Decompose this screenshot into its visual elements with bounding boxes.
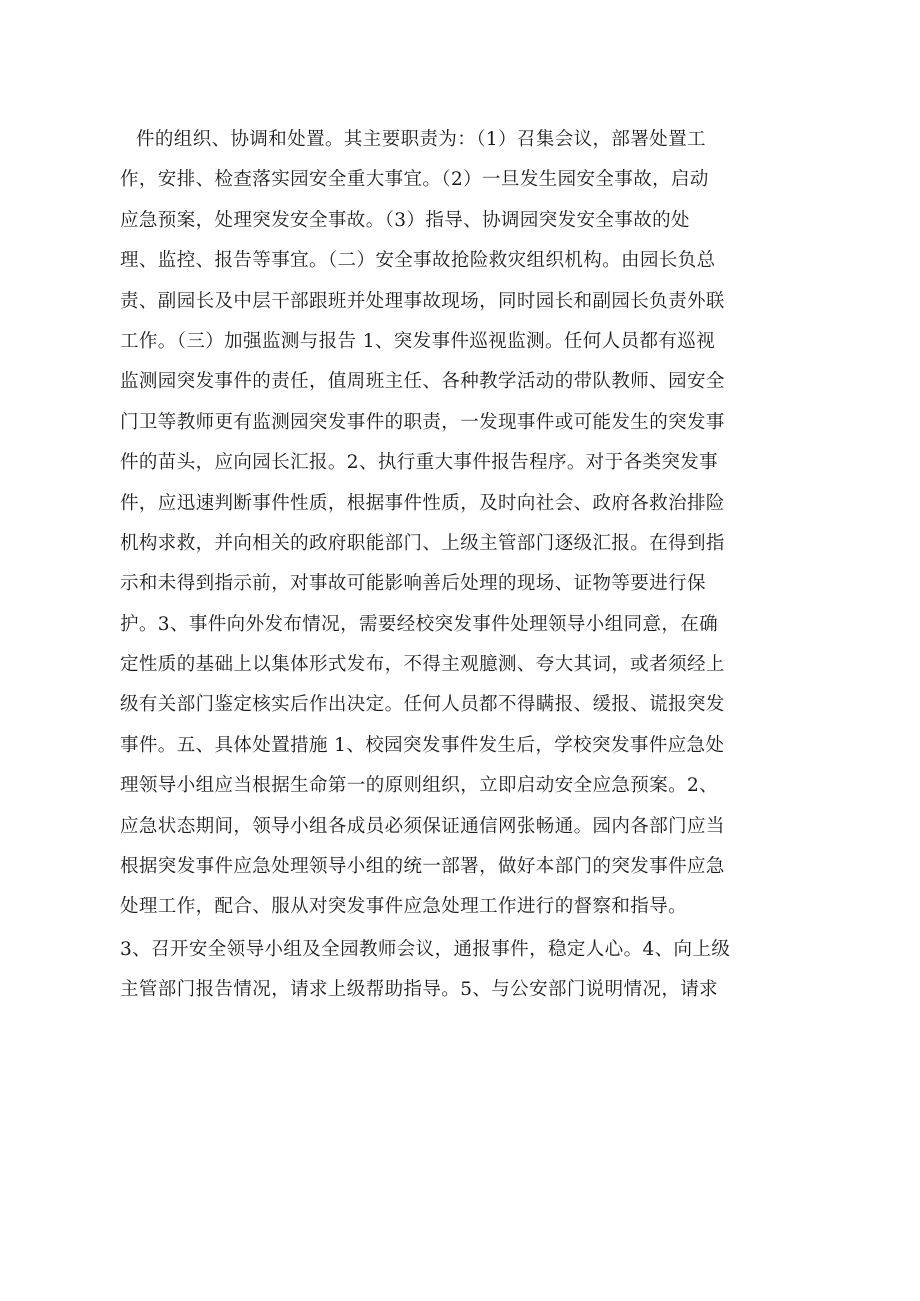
text-line: 理领导小组应当根据生命第一的原则组织，立即启动安全应急预案。2、 <box>120 775 719 797</box>
text-line: 门卫等教师更有监测园突发事件的职责，一发现事件或可能发生的突发事 <box>120 411 725 433</box>
text-line: 责、副园长及中层干部跟班并处理事故现场，同时园长和副园长负责外联 <box>120 290 725 312</box>
text-line: 3、召开安全领导小组及全园教师会议，通报事件，稳定人心。4、向上级 <box>120 938 731 960</box>
document-body <box>0 122 920 1013</box>
text-line: 机构求救，并向相关的政府职能部门、上级主管部门逐级汇报。在得到指 <box>120 532 725 554</box>
text-line: 应急状态期间，领导小组各成员必须保证通信网张畅通。园内各部门应当 <box>120 815 725 837</box>
text-line: 定性质的基础上以集体形式发布，不得主观臆测、夸大其词，或者须经上 <box>120 654 725 676</box>
text-line: 根据突发事件应急处理领导小组的统一部署，做好本部门的突发事件应急 <box>120 856 725 878</box>
text-line: 工作。（三）加强监测与报告 1、突发事件巡视监测。任何人员都有巡视 <box>120 330 716 352</box>
text-line: 示和未得到指示前，对事故可能影响善后处理的现场、证物等要进行保 <box>120 573 706 595</box>
text-line: 级有关部门鉴定核实后作出决定。任何人员都不得瞒报、缓报、谎报突发 <box>120 694 725 716</box>
text-line: 件，应迅速判断事件性质，根据事件性质，及时向社会、政府各救治排险 <box>120 492 725 514</box>
text-line: 理、监控、报告等事宜。（二）安全事故抢险救灾组织机构。由园长负总 <box>120 250 716 272</box>
text-line: 事件。五、具体处置措施 1、校园突发事件发生后，学校突发事件应急处 <box>120 734 725 756</box>
text-line: 主管部门报告情况，请求上级帮助指导。5、与公安部门说明情况，请求 <box>120 979 719 1001</box>
text-line: 作，安排、检查落实园安全重大事宜。（2）一旦发生园安全事故，启动 <box>120 169 709 191</box>
text-line: 护。3、事件向外发布情况，需要经校突发事件处理领导小组同意，在确 <box>120 613 719 635</box>
text-line: 应急预案，处理突发安全事故。（3）指导、协调园突发安全事故的处 <box>120 209 690 231</box>
text-line: 件的组织、协调和处置。其主要职责为：（1）召集会议，部署处置工 <box>136 129 706 150</box>
text-line: 件的苗头，应向园长汇报。2、执行重大事件报告程序。对于各类突发事 <box>120 452 719 474</box>
text-line: 监测园突发事件的责任，值周班主任、各种教学活动的带队教师、园安全 <box>120 371 725 393</box>
text-line: 处理工作，配合、服从对突发事件应急处理工作进行的督察和指导。 <box>120 896 688 918</box>
